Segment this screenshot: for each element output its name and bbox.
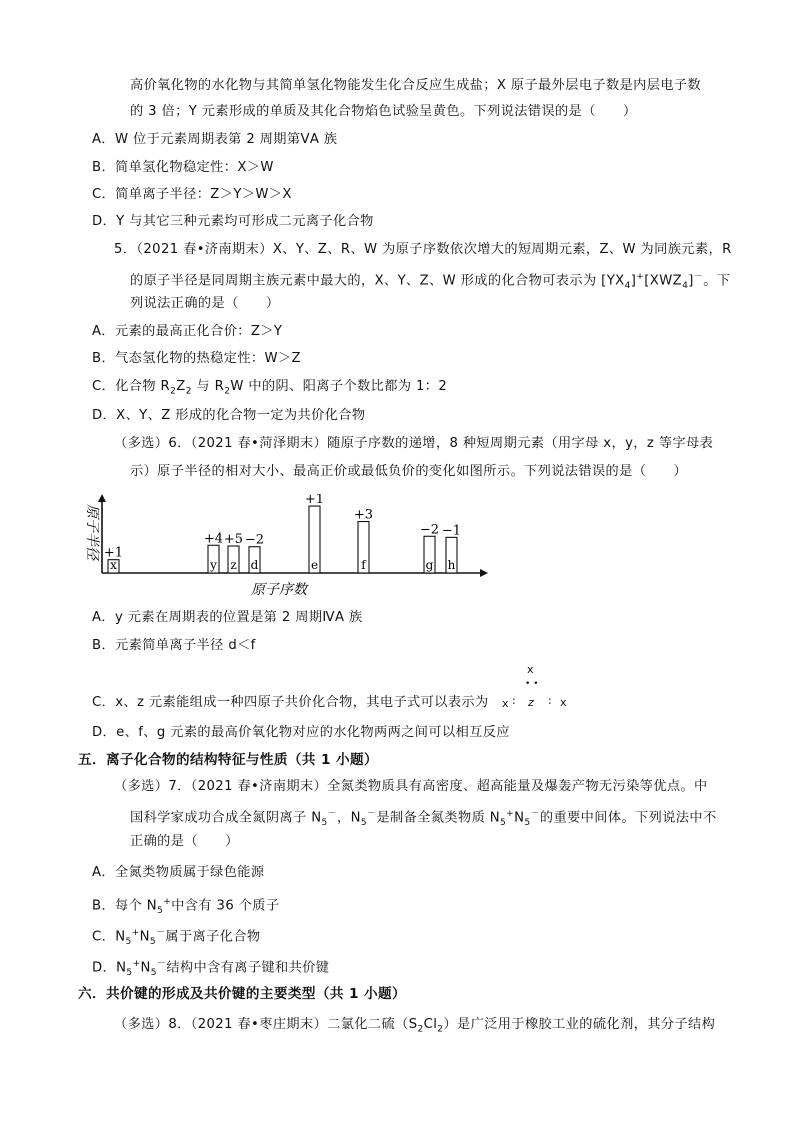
bar-label-h: h (447, 558, 456, 572)
bar-label-y: y (210, 558, 217, 572)
q5-stem-line1: 5．（2021 春•济南期末）X、Y、Z、R、W 为原子序数依次增大的短周期元素，Z、W 为同族元素，R (114, 242, 732, 257)
bar-label-g: g (425, 558, 434, 572)
atomic-radius-chart (76, 494, 496, 606)
q4-option-b: B．简单氢化物稳定性：X＞W (92, 160, 274, 175)
q5-stem-line3: 列说法正确的是（ ） (130, 296, 280, 311)
q5-stem-line2: 的原子半径是同周期主族元素中最大的，X、Y、Z、W 形成的化合物可表示为 $[YX_4]^+[XWZ_4]^-$。下 (130, 272, 731, 292)
q4-option-c: C．简单离子半径：Z＞Y＞W＞X (92, 187, 292, 202)
valence-label-g: −2 (419, 522, 440, 538)
q5-option-c: C．化合物 $R_2Z_2$ 与 $R_2W$ 中的阴、阳离子个数比都为 1：2 (92, 379, 448, 397)
formula-top-x: x (527, 663, 534, 676)
q6-option-c: C．x、z 元素能组成一种四原子共价化合物，其电子式可以表示为 (92, 695, 489, 710)
bar-label-x: x (110, 558, 117, 572)
y-axis-arrow (98, 494, 106, 502)
q7-option-c: C．$N_5^+N_5^-$属于离子化合物 (92, 928, 261, 948)
q6-option-b: B．元素简单离子半径 d＜f (92, 638, 256, 653)
q4-option-d: D．Y 与其它三种元素均可形成二元离子化合物 (92, 214, 374, 229)
x-axis-label: 原子序数 (251, 582, 307, 598)
formula-right-x: x (560, 696, 567, 709)
q7-stem-line2: 国科学家成功合成全氮阴离子 $N_5^-$，$N_5^-$是制备全氮类物质 $N_5^+N_5^-$的重要中间体。下列说法中不 (130, 809, 717, 829)
bar-label-f: f (361, 558, 366, 572)
q7-option-a: A．全氮类物质属于绿色能源 (92, 865, 265, 880)
valence-label-d: −2 (244, 532, 265, 548)
valence-label-y: +4 (203, 531, 224, 547)
bar-label-d: d (250, 558, 259, 572)
valence-label-h: −1 (441, 523, 462, 539)
formula-dots: • • (525, 679, 539, 689)
formula-left-x: x (502, 697, 509, 710)
q5-option-a: A．元素的最高正化合价：Z＞Y (92, 324, 283, 339)
formula-colon: : (512, 694, 516, 707)
q5-option-d: D．X、Y、Z 形成的化合物一定为共价化合物 (92, 408, 366, 423)
q6-stem-line1: （多选）6．（2021 春•菏泽期末）随原子序数的递增，8 种短周期元素（用字母 x，y，z 等字母表 (114, 436, 714, 451)
q4-stem-line1: 高价氧化物的水化物与其简单氢化物能发生化合反应生成盐；X 原子最外层电子数是内层电子数 (130, 78, 702, 93)
x-axis-arrow (480, 569, 488, 577)
q6-stem-line2: 示）原子半径的相对大小、最高正价或最低负价的变化如图所示。下列说法错误的是（ ） (130, 464, 688, 479)
valence-label-e: +1 (304, 494, 325, 508)
valence-label-f: +3 (353, 507, 374, 523)
bar-label-z: z (230, 558, 237, 572)
valence-label-x: +1 (103, 545, 124, 561)
formula-center-z: z (528, 696, 534, 709)
q4-option-a: A．W 位于元素周期表第 2 周期第ⅤA 族 (92, 132, 338, 147)
q7-stem-line1: （多选）7．（2021 春•济南期末）全氮类物质具有高密度、超高能量及爆轰产物无污染等优点。中 (114, 779, 708, 794)
formula-colon-2: : (548, 694, 552, 707)
section-5-heading: 五．离子化合物的结构特征与性质（共 1 小题） (78, 752, 378, 768)
q5-option-b: B．气态氢化物的热稳定性：W＞Z (92, 351, 301, 366)
q6-option-a: A．y 元素在周期表的位置是第 2 周期ⅣA 族 (92, 610, 363, 625)
section-6-heading: 六．共价键的形成及共价键的主要类型（共 1 小题） (78, 986, 406, 1002)
q7-stem-line3: 正确的是（ ） (130, 834, 239, 849)
bar-label-e: e (310, 558, 319, 572)
q6-option-d: D．e、f、g 元素的最高价氧化物对应的水化物两两之间可以相互反应 (92, 725, 510, 740)
q7-option-b: B．每个 $N_5^+$中含有 36 个质子 (92, 897, 280, 917)
q4-stem-line2: 的 3 倍；Y 元素形成的单质及其化合物焰色试验呈黄色。下列说法错误的是（ ） (130, 104, 637, 119)
q8-stem-line1: （多选）8．（2021 春•枣庄期末）二氯化二硫$(S_2Cl_2)$是广泛用于橡胶工业的硫化剂，其分子结构 (114, 1017, 716, 1035)
valence-label-z: +5 (223, 532, 244, 547)
y-axis-label: 原子半径 (84, 504, 100, 560)
q7-option-d: D．$N_5^+N_5^-$结构中含有离子键和共价键 (92, 959, 330, 979)
